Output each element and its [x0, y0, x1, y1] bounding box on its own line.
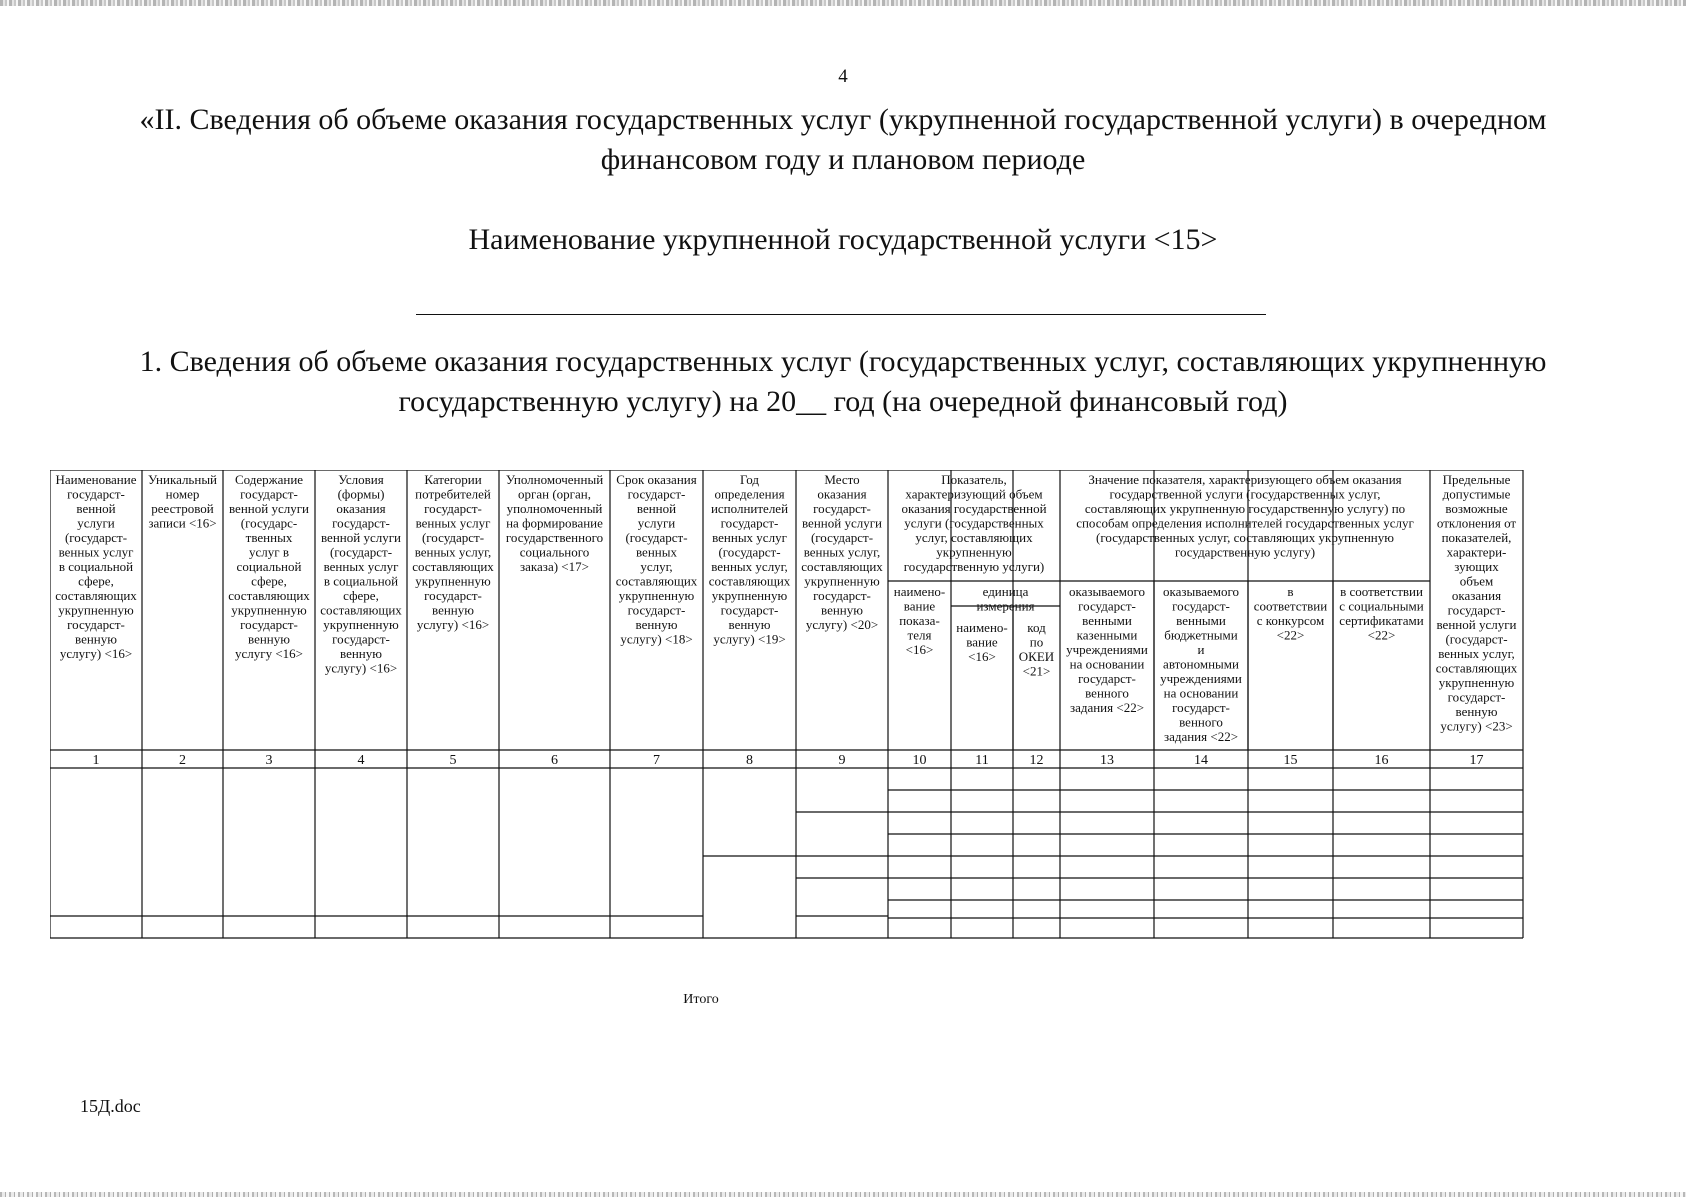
column-header-17-line: отклонения от [1436, 515, 1517, 531]
column-header-17-line: составляющих [1435, 660, 1518, 676]
column-header-1-line: сфере, [78, 573, 114, 589]
value-method-header-13-line: задания <22> [1069, 700, 1145, 715]
table-header [55, 472, 1518, 744]
column-header-9-line: венных услуг, [803, 544, 881, 560]
column-header-5-line: государст- [424, 588, 482, 603]
column-header-4-line: услугу) <16> [324, 660, 398, 676]
column-header-7-line: услуги [637, 515, 676, 531]
column-header-3-line: укрупненную [231, 602, 307, 618]
column-header-8-line: исполнителей [710, 501, 789, 516]
indicator-group-header-line: оказания государственной [901, 501, 1047, 516]
column-header-4-line: Условия [338, 472, 384, 487]
column-header-17-line: (государст- [1445, 631, 1508, 647]
column-number-3: 3 [265, 753, 273, 768]
page-number: 4 [838, 66, 848, 87]
column-header-4-line: государст- [332, 515, 390, 531]
column-header-3-line: венной услуги [229, 501, 309, 516]
column-header-17-line: государст- [1447, 602, 1506, 618]
column-header-2-line: реестровой [151, 501, 214, 516]
value-method-header-15 [1254, 584, 1327, 643]
column-header-17-line: возможные [1445, 501, 1508, 516]
column-header-17 [1436, 472, 1518, 734]
column-header-17-line: зующих [1454, 559, 1499, 574]
column-header-9-line: венную [821, 602, 863, 618]
column-header-2-line: номер [165, 486, 200, 502]
column-number-5: 5 [449, 753, 457, 768]
column-number-17: 17 [1469, 753, 1484, 768]
value-method-header-14-line: государст- [1172, 700, 1230, 715]
service-name-blank-line [416, 314, 1266, 315]
column-header-4 [320, 472, 402, 676]
column-header-8-line: (государст- [718, 544, 781, 560]
column-header-5-line: укрупненную [415, 573, 491, 589]
column-header-3-line: социальной [236, 559, 302, 574]
column-header-4-line: венных услуг [323, 559, 399, 574]
column-header-6-line: на формирование [506, 515, 603, 531]
column-number-9: 9 [838, 753, 846, 768]
column-header-9-line: государст- [813, 588, 871, 603]
column-number-8: 8 [746, 753, 753, 768]
value-method-header-15-line: <22> [1276, 627, 1305, 643]
column-header-7-line: государст- [627, 602, 686, 618]
indicator-group-header-line: характеризующий объем [905, 486, 1043, 502]
column-header-17-line: допустимые [1442, 486, 1511, 502]
column-header-1-line: венных услуг [58, 544, 134, 560]
column-header-17-line: оказания [1451, 588, 1502, 603]
value-method-header-14-line: на основании [1163, 685, 1239, 701]
indicator-group-header-line: государственную услуги) [903, 559, 1045, 574]
column-header-8-line: Год [739, 472, 760, 487]
column-header-7-line: государст- [627, 486, 686, 502]
value-method-header-14-line: венными [1176, 613, 1226, 628]
column-header-2-line: записи <16> [148, 515, 217, 531]
column-header-6-line: Уполномоченный [505, 472, 604, 487]
unit-name-header-line: <16> [968, 649, 996, 664]
column-header-9 [801, 472, 883, 632]
scan-edge-top [0, 0, 1686, 6]
unit-group-header-line: единица [982, 584, 1029, 599]
column-header-17-line: показателей, [1441, 530, 1512, 545]
column-header-7-line: Срок оказания [616, 472, 697, 487]
value-method-header-13-line: венными [1082, 613, 1132, 628]
column-header-7-line: венных [636, 544, 677, 560]
indicator-group-header-line: укрупненную [936, 544, 1012, 560]
column-header-5-line: составляющих [412, 559, 494, 574]
value-method-header-13-line: государст- [1078, 598, 1136, 614]
service-name-label: Наименование укрупненной государственной услуги <15> [468, 223, 1218, 256]
column-header-7-line: услуг, [640, 559, 673, 574]
column-header-6-line: уполномоченный [506, 501, 603, 516]
value-method-header-14-line: и [1197, 642, 1205, 657]
column-header-8 [709, 472, 791, 647]
column-header-8-line: государст- [720, 602, 779, 618]
indicator-name-header [894, 584, 945, 657]
column-header-9-line: услугу) <20> [805, 617, 879, 632]
value-method-header-14 [1160, 584, 1242, 744]
column-header-6-line: заказа) <17> [520, 559, 589, 574]
value-group-header-line: составляющих укрупненную государственную услугу) по [1084, 501, 1406, 516]
column-header-8-line: государст- [720, 515, 779, 531]
column-header-5-line: (государст- [421, 530, 485, 545]
unit-group-header [976, 584, 1034, 614]
column-header-3-line: (государс- [240, 515, 298, 531]
column-header-2-line: Уникальный [147, 472, 218, 487]
column-number-15: 15 [1283, 753, 1298, 768]
column-header-3-line: государст- [240, 617, 298, 632]
column-number-11: 11 [975, 753, 989, 768]
column-header-1-line: государст- [67, 486, 125, 502]
indicator-group-header-line: Показатель, [941, 472, 1007, 487]
column-header-3-line: сфере, [251, 573, 287, 589]
column-header-1-line: Наименование [55, 472, 137, 487]
column-header-2 [148, 472, 217, 531]
column-header-6-line: социального [519, 544, 590, 560]
column-header-1-line: венную [75, 631, 117, 647]
column-number-2: 2 [179, 753, 186, 768]
value-method-header-16-line: сертификатами [1339, 613, 1424, 628]
total-label: Итого [683, 992, 719, 1007]
value-group-header-line: (государственных услуг, составляющих укрупненную [1096, 530, 1394, 545]
column-number-14: 14 [1194, 753, 1208, 768]
column-header-8-line: венную [728, 617, 771, 632]
value-method-header-14-line: автономными [1163, 656, 1239, 672]
indicator-group-header-line: услуг, составляющих [915, 530, 1033, 545]
value-group-header [1076, 472, 1414, 560]
column-header-3 [228, 472, 310, 661]
value-method-header-13-line: государст- [1078, 671, 1136, 686]
column-header-1-line: услуги [77, 515, 115, 531]
okei-code-header-line: по [1029, 634, 1044, 650]
column-header-7-line: укрупненную [618, 588, 695, 603]
column-header-5-line: венных услуг [415, 515, 491, 531]
scan-edge-bottom [0, 1192, 1686, 1197]
value-method-header-16-line: с социальными [1339, 598, 1424, 614]
indicator-name-header-line: теля [907, 627, 932, 643]
column-number-13: 13 [1100, 753, 1114, 768]
volume-indicators-table [50, 470, 1636, 1010]
column-header-3-line: Содержание [234, 472, 304, 487]
value-method-header-15-line: соответствии [1253, 598, 1328, 614]
column-header-7-line: услугу) <18> [620, 631, 693, 647]
document-file-code: 15Д.doc [80, 1096, 141, 1116]
column-header-4-line: в социальной [323, 573, 399, 589]
column-header-17-line: венной услуги [1436, 617, 1517, 632]
column-header-5-line: венных услуг, [414, 544, 492, 560]
unit-name-header-line: вание [966, 634, 998, 650]
value-group-header-line: государственной услуги (государственных услуг, [1109, 486, 1381, 502]
column-header-17-line: объем [1459, 573, 1494, 589]
column-number-4: 4 [357, 753, 365, 768]
column-header-4-line: укрупненную [323, 617, 399, 632]
column-header-1-line: (государст- [64, 530, 128, 545]
column-header-3-line: государст- [240, 486, 298, 502]
value-method-header-13-line: казенными [1076, 627, 1138, 643]
column-header-17-line: государст- [1447, 689, 1506, 705]
value-method-header-13-line: оказываемого [1068, 584, 1146, 599]
column-header-6-line: орган (орган, [518, 486, 591, 502]
column-header-17-line: венную [1455, 704, 1498, 719]
column-header-5-line: венную [432, 602, 474, 618]
column-header-4-line: государст- [332, 631, 390, 647]
column-number-10: 10 [912, 753, 927, 768]
value-method-header-16 [1339, 584, 1423, 643]
column-number-6: 6 [551, 753, 558, 768]
column-header-7-line: составляющих [615, 573, 698, 589]
value-method-header-13-line: учреждениями [1066, 642, 1148, 657]
column-header-4-line: венной услуги [321, 530, 401, 545]
column-number-12: 12 [1029, 753, 1044, 768]
column-header-4-line: (формы) [337, 486, 385, 502]
okei-code-header-line: <21> [1022, 663, 1051, 679]
value-method-header-13 [1066, 584, 1148, 715]
column-header-1-line: венной [76, 501, 116, 516]
value-method-header-14-line: задания <22> [1163, 729, 1239, 744]
column-header-3-line: венную [248, 631, 290, 647]
column-header-8-line: услугу) <19> [713, 631, 786, 647]
subsection-title-line-1: 1. Сведения об объеме оказания государственных услуг (государственных услуг, составляющих укрупненную [139, 345, 1547, 378]
column-header-7 [616, 472, 698, 647]
value-method-header-16-line: в соответствии [1340, 584, 1423, 599]
okei-code-header-line: код [1027, 620, 1046, 635]
value-method-header-13-line: венного [1085, 685, 1129, 701]
value-method-header-14-line: учреждениями [1160, 671, 1242, 686]
unit-name-header-line: наимено- [956, 620, 1008, 635]
value-method-header-14-line: государст- [1172, 598, 1230, 614]
value-group-header-line: Значение показателя, характеризующего объем оказания [1088, 472, 1402, 487]
column-header-1-line: услугу) <16> [59, 646, 133, 661]
okei-code-header-line: ОКЕИ [1018, 649, 1055, 664]
value-group-header-line: способам определения исполнителей государственных услуг [1076, 515, 1414, 531]
column-header-9-line: Место [824, 472, 860, 487]
column-header-17-line: Предельные [1442, 472, 1511, 487]
column-header-7-line: венной [636, 501, 677, 516]
column-number-1: 1 [92, 753, 100, 768]
subsection-title-line-2: государственную услугу) на 20__ год (на очередной финансовый год) [398, 385, 1288, 418]
column-header-1-line: в социальной [58, 559, 134, 574]
column-header-1-line: составляющих [55, 588, 137, 603]
column-header-6-line: государственного [505, 530, 604, 545]
value-method-header-14-line: бюджетными [1164, 627, 1238, 643]
value-method-header-16-line: <22> [1367, 627, 1396, 643]
column-header-9-line: укрупненную [804, 573, 880, 589]
indicator-name-header-line: вание [903, 598, 936, 614]
value-method-header-15-line: с конкурсом [1256, 613, 1325, 628]
unit-name-header [956, 620, 1007, 664]
value-method-header-14-line: оказываемого [1162, 584, 1240, 599]
column-number-16: 16 [1374, 753, 1389, 768]
column-header-3-line: услуг в [249, 544, 289, 560]
column-header-3-line: услугу <16> [234, 646, 304, 661]
column-header-8-line: венных услуг, [711, 559, 788, 574]
column-header-9-line: оказания [817, 486, 867, 502]
section-title-line-1: «II. Сведения об объеме оказания государственных услуг (укрупненной государственной услуги) в очередном [139, 103, 1547, 136]
column-header-4-line: венную [340, 646, 382, 661]
column-header-7-line: (государст- [625, 530, 688, 545]
value-method-header-15-line: в [1287, 584, 1294, 599]
column-header-17-line: венных услуг, [1438, 646, 1515, 661]
column-header-7-line: венную [635, 617, 678, 632]
value-method-header-14-line: венного [1179, 714, 1223, 730]
unit-group-header-line: измерения [976, 598, 1035, 614]
column-header-5-line: государст- [424, 501, 482, 516]
indicator-name-header-line: показа- [899, 613, 940, 628]
column-header-5 [412, 472, 494, 632]
column-header-4-line: оказания [336, 501, 386, 516]
column-header-17-line: услугу) <23> [1440, 718, 1513, 734]
column-header-9-line: (государст- [810, 530, 874, 545]
indicator-group-header [901, 472, 1046, 574]
column-header-1-line: государст- [67, 617, 125, 632]
value-group-header-line: государственную услугу) [1174, 544, 1316, 560]
column-header-3-line: составляющих [228, 588, 310, 603]
column-header-17-line: укрупненную [1438, 675, 1515, 690]
column-header-8-line: составляющих [708, 573, 791, 589]
column-number-7: 7 [653, 753, 660, 768]
column-header-9-line: составляющих [801, 559, 883, 574]
column-header-3-line: твенных [245, 530, 293, 545]
column-header-8-line: определения [714, 486, 785, 502]
column-header-5-line: Категории [424, 472, 482, 487]
column-header-9-line: венной услуги [802, 515, 882, 531]
column-header-8-line: укрупненную [711, 588, 788, 603]
column-header-1-line: укрупненную [58, 602, 134, 618]
okei-code-header [1019, 620, 1054, 679]
column-header-8-line: венных услуг [712, 530, 787, 545]
column-header-6 [506, 472, 603, 574]
indicator-group-header-line: услуги (государственных [904, 515, 1044, 531]
column-header-9-line: государст- [813, 501, 871, 516]
column-header-5-line: услугу) <16> [416, 617, 490, 632]
indicator-name-header-line: наимено- [893, 584, 946, 599]
value-method-header-13-line: на основании [1069, 656, 1145, 672]
column-number-row [93, 753, 1484, 768]
column-header-1 [55, 472, 137, 661]
indicator-name-header-line: <16> [905, 642, 934, 657]
column-header-4-line: сфере, [343, 588, 379, 603]
column-header-4-line: составляющих [320, 602, 402, 618]
column-header-4-line: (государст- [329, 544, 393, 560]
column-header-17-line: характери- [1446, 544, 1507, 560]
section-title-line-2: финансовом году и плановом периоде [600, 143, 1086, 176]
column-header-5-line: потребителей [415, 486, 491, 502]
